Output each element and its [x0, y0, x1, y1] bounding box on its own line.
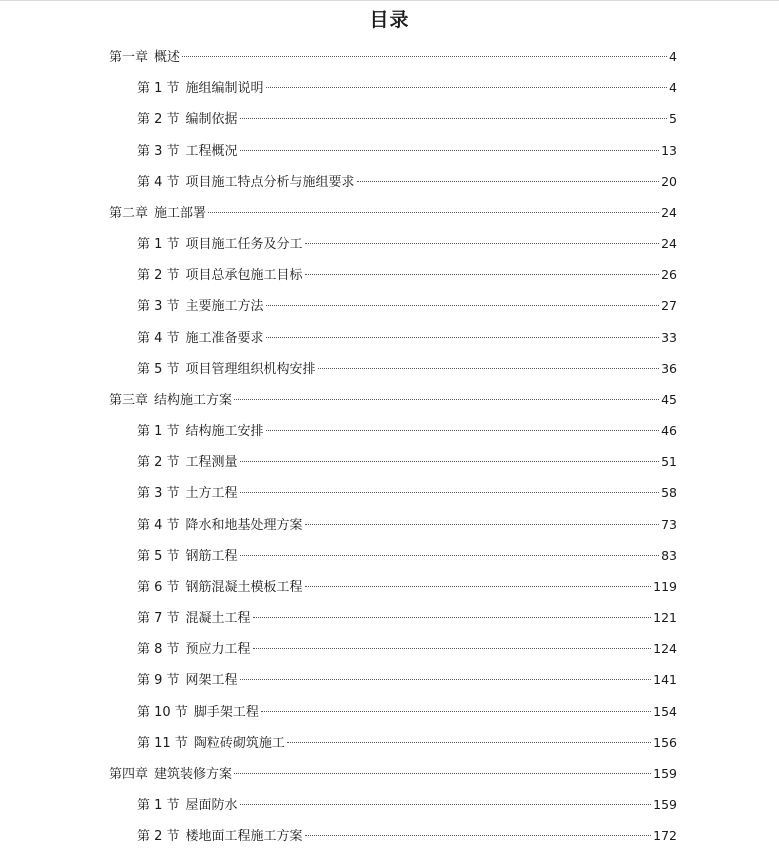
toc-dot-leader — [266, 305, 660, 306]
toc-dot-leader — [234, 773, 651, 774]
table-of-contents — [0, 41, 779, 851]
toc-entry-number: 第 2 节 — [137, 112, 180, 128]
toc-entry-section[interactable] — [0, 135, 779, 166]
toc-dot-leader — [266, 87, 667, 88]
toc-entry-label — [137, 478, 238, 509]
toc-dot-leader — [253, 617, 652, 618]
toc-entry-number: 第一章 — [109, 50, 149, 65]
toc-dot-leader — [253, 648, 652, 649]
toc-entry-page-number: 119 — [653, 578, 677, 594]
toc-dot-leader — [318, 368, 660, 369]
toc-entry-title: 施工部署 — [154, 205, 207, 221]
toc-entry-title: 建筑装修方案 — [154, 766, 233, 782]
toc-entry-page-number: 4 — [669, 49, 677, 64]
toc-entry-label — [137, 447, 238, 478]
toc-entry-title: 结构施工方案 — [154, 392, 233, 408]
toc-entry-page-number: 20 — [661, 173, 677, 189]
toc-entry-number: 第 6 节 — [137, 579, 180, 595]
toc-entry-title: 预应力工程 — [185, 642, 251, 658]
toc-entry-page-number: 27 — [661, 298, 677, 314]
toc-entry-number: 第 1 节 — [137, 81, 180, 97]
toc-dot-leader — [357, 181, 660, 182]
toc-entry-section[interactable] — [0, 259, 779, 290]
toc-entry-number: 第三章 — [109, 392, 149, 408]
toc-entry-title: 陶粒砖砌筑施工 — [193, 735, 285, 751]
toc-dot-leader — [240, 492, 660, 493]
toc-entry-title: 钢筋混凝土模板工程 — [185, 579, 303, 595]
toc-dot-leader — [234, 399, 659, 400]
toc-dot-leader — [240, 118, 667, 119]
toc-entry-number: 第 5 节 — [137, 548, 180, 564]
toc-entry-label — [137, 260, 303, 291]
toc-entry-number: 第 2 节 — [137, 829, 180, 845]
toc-entry-section[interactable] — [0, 602, 779, 633]
toc-entry-title: 概述 — [154, 50, 181, 65]
toc-entry-section[interactable] — [0, 166, 779, 197]
toc-dot-leader — [240, 150, 660, 151]
toc-dot-leader — [208, 212, 659, 213]
toc-entry-section[interactable] — [0, 540, 779, 571]
toc-entry-number: 第四章 — [109, 766, 149, 782]
toc-entry-number: 第 3 节 — [137, 299, 180, 315]
toc-entry-number: 第 1 节 — [137, 237, 180, 253]
toc-entry-number: 第 2 节 — [137, 455, 180, 471]
toc-dot-leader — [261, 711, 651, 712]
toc-dot-leader — [305, 274, 660, 275]
toc-entry-number: 第 4 节 — [137, 330, 180, 346]
toc-entry-page-number: 5 — [669, 111, 677, 127]
toc-entry-section[interactable] — [0, 322, 779, 353]
toc-entry-title: 工程概况 — [185, 143, 238, 159]
toc-dot-leader — [240, 804, 652, 805]
toc-entry-label — [137, 541, 238, 572]
toc-entry-page-number: 13 — [661, 142, 677, 158]
toc-entry-page-number: 154 — [653, 703, 677, 719]
toc-entry-number: 第 4 节 — [137, 517, 180, 533]
page-title: 目录 — [369, 9, 410, 31]
toc-entry-label — [137, 229, 303, 260]
toc-entry-title: 项目管理组织机构安排 — [185, 361, 316, 377]
toc-entry-number: 第 2 节 — [137, 268, 180, 284]
toc-entry-title: 脚手架工程 — [193, 704, 259, 720]
toc-entry-section[interactable] — [0, 353, 779, 384]
toc-entry-label — [137, 73, 264, 104]
toc-entry-chapter[interactable] — [0, 384, 779, 415]
toc-entry-page-number: 159 — [653, 765, 677, 781]
toc-entry-number: 第 5 节 — [137, 361, 180, 377]
toc-entry-title: 工程测量 — [185, 455, 238, 471]
toc-entry-number: 第 3 节 — [137, 143, 180, 159]
toc-entry-page-number: 36 — [661, 360, 677, 376]
toc-entry-label — [137, 354, 316, 385]
toc-entry-page-number: 124 — [653, 641, 677, 657]
toc-entry-title: 网架工程 — [185, 673, 238, 689]
toc-entry-page-number: 24 — [661, 204, 677, 220]
toc-entry-number: 第 7 节 — [137, 611, 180, 627]
toc-entry-title: 混凝土工程 — [185, 611, 251, 627]
toc-entry-page-number: 156 — [653, 734, 677, 750]
toc-entry-number: 第 3 节 — [137, 486, 180, 502]
toc-entry-section[interactable] — [0, 509, 779, 540]
toc-entry-section[interactable] — [0, 633, 779, 664]
toc-entry-label — [137, 136, 238, 167]
toc-entry-section[interactable] — [0, 727, 779, 758]
toc-entry-number: 第 1 节 — [137, 798, 180, 814]
toc-entry-label — [137, 603, 251, 634]
page-top-edge — [0, 0, 779, 6]
toc-entry-title: 土方工程 — [185, 486, 238, 502]
toc-entry-section[interactable] — [0, 820, 779, 851]
toc-dot-leader — [240, 679, 652, 680]
toc-entry-label — [137, 821, 303, 852]
toc-entry-label — [109, 198, 206, 229]
toc-entry-title: 楼地面工程施工方案 — [185, 829, 303, 845]
toc-entry-page-number: 26 — [661, 267, 677, 283]
toc-entry-title: 项目总承包施工目标 — [185, 268, 303, 284]
toc-entry-number: 第 1 节 — [137, 424, 180, 440]
toc-entry-title: 施工准备要求 — [185, 330, 264, 346]
toc-entry-number: 第 8 节 — [137, 642, 180, 658]
toc-entry-page-number: 172 — [653, 828, 677, 844]
toc-entry-section[interactable] — [0, 664, 779, 695]
toc-entry-title: 结构施工安排 — [185, 424, 264, 440]
toc-entry-chapter[interactable] — [0, 197, 779, 228]
toc-entry-title: 项目施工特点分析与施组要求 — [185, 174, 355, 190]
toc-entry-number: 第二章 — [109, 205, 149, 221]
toc-entry-number: 第 4 节 — [137, 174, 180, 190]
toc-entry-label — [137, 291, 264, 322]
toc-entry-page-number: 4 — [669, 80, 677, 96]
toc-entry-page-number: 33 — [661, 329, 677, 345]
toc-entry-page-number: 141 — [653, 672, 677, 688]
toc-entry-label — [137, 572, 303, 603]
toc-dot-leader — [240, 555, 660, 556]
toc-entry-label — [137, 790, 238, 821]
toc-dot-leader — [182, 56, 667, 57]
toc-entry-section[interactable] — [0, 290, 779, 321]
toc-entry-label — [137, 104, 238, 135]
toc-entry-number: 第 10 节 — [137, 704, 188, 720]
toc-entry-label — [137, 416, 264, 447]
toc-entry-page-number: 73 — [661, 516, 677, 532]
toc-entry-section[interactable] — [0, 103, 779, 134]
toc-dot-leader — [266, 337, 660, 338]
toc-entry-label — [137, 634, 251, 665]
toc-entry-section[interactable] — [0, 477, 779, 508]
toc-entry-section[interactable] — [0, 789, 779, 820]
toc-entry-title: 钢筋工程 — [185, 548, 238, 564]
toc-entry-title: 编制依据 — [185, 112, 238, 128]
toc-entry-section[interactable] — [0, 696, 779, 727]
toc-entry-page-number: 51 — [661, 454, 677, 470]
toc-entry-label — [109, 759, 232, 790]
toc-entry-label — [137, 510, 303, 541]
toc-dot-leader — [305, 835, 652, 836]
toc-entry-label — [109, 385, 232, 416]
toc-entry-label — [109, 42, 180, 73]
toc-entry-label — [137, 697, 259, 728]
toc-entry-page-number: 24 — [661, 236, 677, 252]
toc-entry-chapter[interactable] — [0, 41, 779, 72]
toc-dot-leader — [305, 243, 660, 244]
toc-entry-section[interactable] — [0, 415, 779, 446]
toc-dot-leader — [266, 430, 660, 431]
toc-entry-page-number: 45 — [661, 391, 677, 407]
toc-entry-section[interactable] — [0, 72, 779, 103]
toc-entry-label — [137, 728, 285, 759]
toc-dot-leader — [305, 586, 652, 587]
toc-entry-label — [137, 167, 355, 198]
toc-entry-page-number: 121 — [653, 610, 677, 626]
toc-entry-section[interactable] — [0, 446, 779, 477]
toc-entry-title: 项目施工任务及分工 — [185, 237, 303, 253]
toc-entry-title: 施组编制说明 — [185, 81, 264, 97]
toc-entry-page-number: 58 — [661, 485, 677, 501]
toc-entry-title: 屋面防水 — [185, 798, 238, 814]
toc-entry-page-number: 83 — [661, 547, 677, 563]
toc-entry-page-number: 159 — [653, 797, 677, 813]
toc-entry-section[interactable] — [0, 571, 779, 602]
toc-entry-chapter[interactable] — [0, 758, 779, 789]
toc-dot-leader — [240, 461, 660, 462]
toc-entry-label — [137, 665, 238, 696]
toc-entry-title: 降水和地基处理方案 — [185, 517, 303, 533]
toc-entry-number: 第 11 节 — [137, 735, 188, 751]
toc-entry-title: 主要施工方法 — [185, 299, 264, 315]
toc-dot-leader — [305, 524, 660, 525]
toc-entry-label — [137, 323, 264, 354]
toc-entry-number: 第 9 节 — [137, 673, 180, 689]
toc-entry-page-number: 46 — [661, 423, 677, 439]
toc-entry-section[interactable] — [0, 228, 779, 259]
toc-dot-leader — [287, 742, 651, 743]
